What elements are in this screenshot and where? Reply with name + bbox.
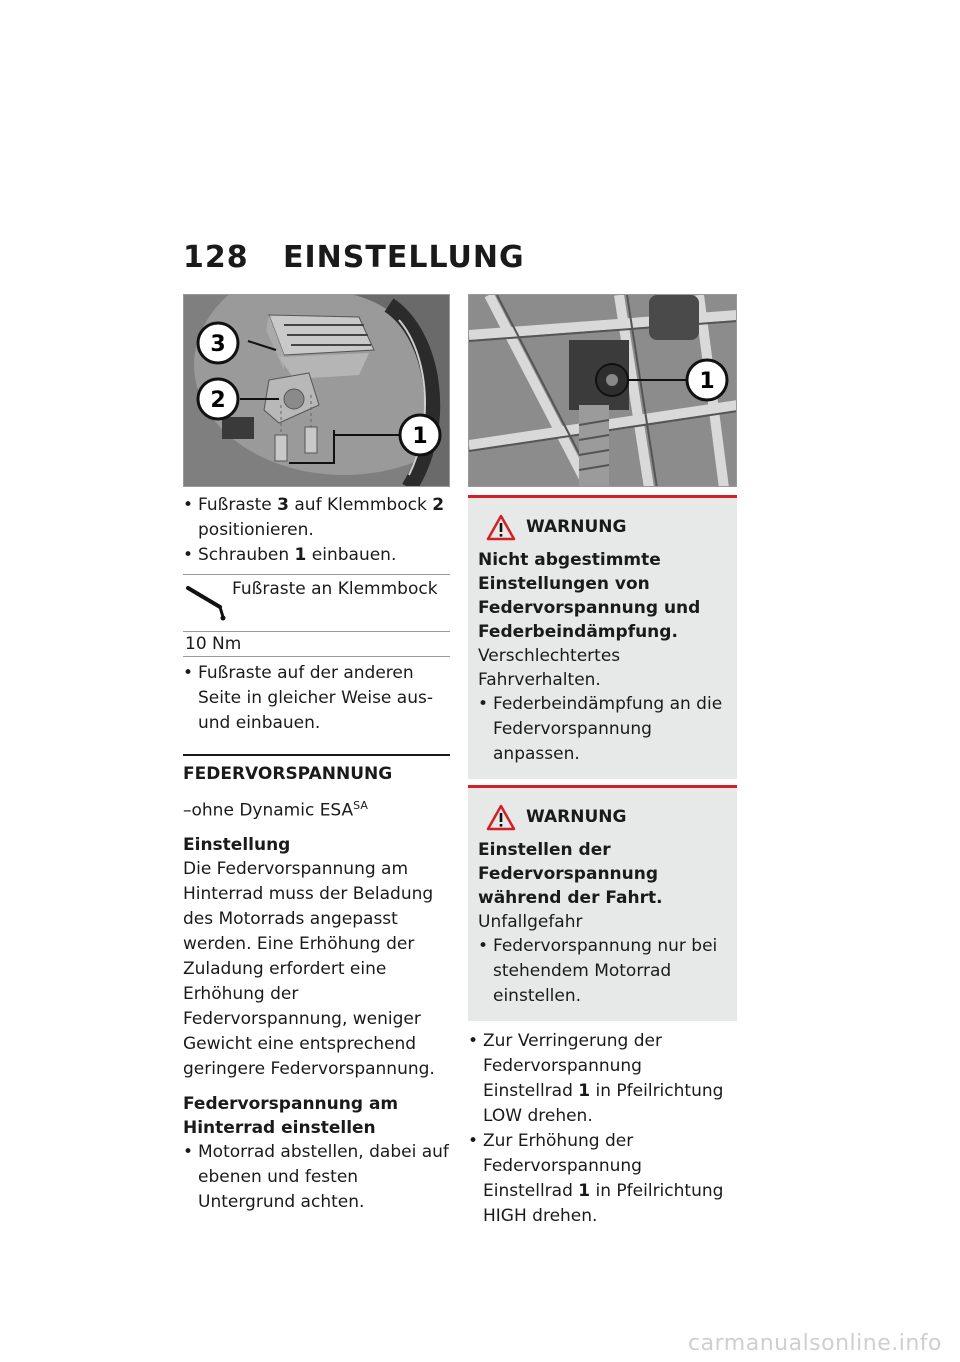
warning-actions bbox=[478, 692, 727, 767]
warning-hazard: Nicht abgestimmte Einstellungen von Federvorspannung und Federbeindämpfung. bbox=[478, 550, 701, 642]
warning-triangle-icon bbox=[486, 514, 516, 541]
warning-hazard: Einstellen der Federvorspannung während der Fahrt. bbox=[478, 840, 663, 908]
warning-consequence: Verschlechtertes Fahrverhalten. bbox=[478, 646, 621, 690]
footrest-illustration bbox=[184, 295, 450, 487]
bullet-icon: • bbox=[478, 694, 489, 714]
bullet-icon: • bbox=[468, 1131, 479, 1151]
callout-1 bbox=[687, 360, 727, 400]
torque-spec-row bbox=[183, 575, 450, 632]
list-item: • Zur Erhöhung der Federvorspannung Einstellrad 1 in Pfeilrichtung HIGH drehen. bbox=[468, 1131, 724, 1226]
list-item: • Federvorspannung nur bei stehendem Motorrad einstellen. bbox=[478, 936, 718, 1006]
footrest-figure bbox=[183, 294, 450, 487]
bullet-icon: • bbox=[183, 1141, 194, 1162]
subheading-einstellung: Einstellung bbox=[183, 834, 291, 855]
bullet-icon: • bbox=[468, 1031, 479, 1051]
svg-text:2: 2 bbox=[210, 388, 226, 413]
torque-value: 10 Nm bbox=[185, 634, 242, 654]
warning-triangle-icon bbox=[486, 804, 516, 831]
torque-label: Fußraste an Klemmbock bbox=[232, 579, 438, 599]
list-item: • Motorrad abstellen, dabei auf ebenen und festen Untergrund achten. bbox=[183, 1141, 449, 1212]
subheading-adjust: Federvorspannung am Hinterrad einstellen bbox=[183, 1093, 399, 1138]
footrest-steps bbox=[183, 493, 450, 568]
callout-1 bbox=[400, 415, 440, 455]
callout-2 bbox=[198, 379, 238, 419]
adjust-steps bbox=[183, 1140, 450, 1215]
section-divider bbox=[183, 754, 450, 756]
page-number: 128 bbox=[183, 240, 249, 275]
torque-wrench-icon bbox=[185, 581, 227, 621]
list-item: • Fußraste auf der anderen Seite in gleicher Weise aus- und einbauen. bbox=[183, 663, 433, 733]
list-item: • Fußraste 3 auf Klemmbock 2 positionieren. bbox=[183, 495, 445, 540]
torque-table bbox=[183, 574, 450, 657]
svg-text:1: 1 bbox=[412, 424, 428, 449]
warning-heading: WARNUNG bbox=[478, 510, 727, 544]
svg-text:1: 1 bbox=[699, 369, 715, 394]
warning-box-1 bbox=[468, 495, 737, 779]
watermark: carmanualsonline.info bbox=[688, 1331, 942, 1356]
left-column bbox=[183, 294, 450, 1215]
section-title: FEDERVORSPANNUNG bbox=[183, 764, 393, 784]
spring-adjuster-figure bbox=[468, 294, 737, 487]
page-header bbox=[183, 240, 525, 275]
availability-note: –ohne Dynamic $ESA^{SA}$ bbox=[183, 799, 368, 821]
spring-adjust-steps bbox=[468, 1029, 737, 1229]
warning-actions bbox=[478, 934, 727, 1009]
body-paragraph: Die Federvorspannung am Hinterrad muss der Beladung des Motorrads angepasst werden. Eine Erhöhung der Zuladung erfordert eine Erhöhung der Federvorspannung, weniger Gewicht eine entsprechend geringere Federvorspannung. bbox=[183, 858, 435, 1079]
footrest-steps-2 bbox=[183, 661, 450, 736]
svg-text:3: 3 bbox=[210, 332, 226, 357]
bullet-icon: • bbox=[183, 663, 194, 683]
list-item: • Schrauben 1 einbauen. bbox=[183, 543, 450, 568]
right-column bbox=[468, 294, 737, 1229]
page-title: EINSTELLUNG bbox=[283, 240, 525, 275]
bullet-icon: • bbox=[478, 936, 489, 956]
bullet-icon: • bbox=[183, 545, 194, 565]
bullet-icon: • bbox=[183, 495, 194, 515]
list-item: • Zur Verringerung der Federvorspannung Einstellrad 1 in Pfeilrichtung LOW drehen. bbox=[468, 1031, 724, 1126]
warning-consequence: Unfallgefahr bbox=[478, 912, 583, 932]
warning-heading: WARNUNG bbox=[478, 800, 727, 834]
list-item: • Federbeindämpfung an die Federvorspannung anpassen. bbox=[478, 694, 723, 764]
spring-adjuster-illustration bbox=[469, 295, 737, 487]
callout-3 bbox=[198, 323, 238, 363]
warning-box-2 bbox=[468, 785, 737, 1021]
